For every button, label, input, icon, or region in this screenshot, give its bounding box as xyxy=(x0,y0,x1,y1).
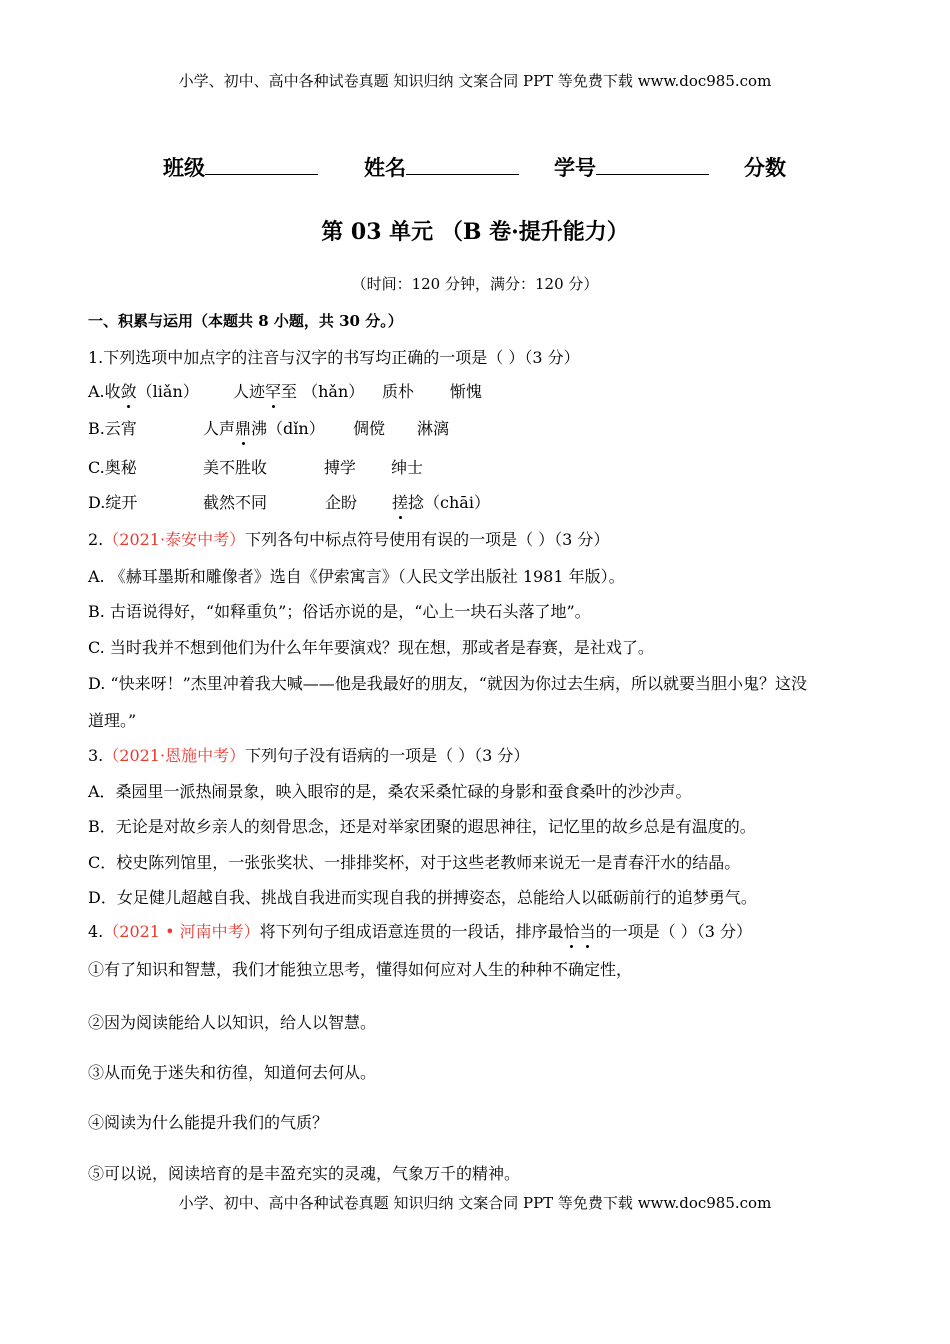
student-id-blank xyxy=(596,154,709,175)
student-id-field[interactable] xyxy=(554,152,709,182)
question-2-option-d[interactable]: D. “快来呀！”杰里冲着我大喊——他是我最好的朋友，“就因为你过去生病，所以就要当胆小鬼？这没 xyxy=(88,674,807,693)
question-4-sentence-3: ③从而免于迷失和彷徨，知道何去何从。 xyxy=(88,1063,377,1082)
name-field[interactable] xyxy=(364,152,519,182)
class-label: 班级 xyxy=(163,155,205,180)
question-source: （2021·恩施中考） xyxy=(103,746,246,765)
question-2-option-b[interactable]: B. 古语说得好，“如释重负”；俗话亦说的是，“心上一块石头落了地”。 xyxy=(88,602,591,621)
question-4-sentence-2: ②因为阅读能给人以知识，给人以智慧。 xyxy=(88,1013,377,1032)
question-3-option-b[interactable]: B．无论是对故乡亲人的刻骨思念，还是对举家团聚的遐思神往，记忆里的故乡总是有温度的。 xyxy=(88,817,756,836)
name-blank xyxy=(406,154,519,175)
dotted-char: 鼎 xyxy=(235,416,251,439)
question-source: （2021 • 河南中考） xyxy=(103,922,260,941)
question-2-option-d-continued: 道理。” xyxy=(88,711,137,730)
page-header: 小学、初中、高中各种试卷真题 知识归纳 文案合同 PPT 等免费下载 www.doc985.com xyxy=(178,72,772,90)
question-3-option-d[interactable]: D．女足健儿超越自我、挑战自我进而实现自我的拼搏姿态，总能给人以砥砺前行的追梦勇气。 xyxy=(88,888,757,907)
question-4-stem: 4.（2021 • 河南中考）将下列句子组成语意连贯的一段话，排序最恰当的一项是（ ）（3 分） xyxy=(88,919,752,942)
name-label: 姓名 xyxy=(364,155,406,180)
dotted-char: 罕 xyxy=(265,379,281,402)
exam-time-info: （时间：120 分钟，满分：120 分） xyxy=(351,275,599,293)
class-blank xyxy=(205,154,318,175)
page-footer: 小学、初中、高中各种试卷真题 知识归纳 文案合同 PPT 等免费下载 www.doc985.com xyxy=(178,1194,772,1212)
score-field xyxy=(744,152,786,182)
dotted-char: 敛 xyxy=(121,379,137,402)
dotted-char: 搓 xyxy=(392,490,408,513)
class-field[interactable] xyxy=(163,152,318,182)
question-2-stem: 2.（2021·泰安中考）下列各句中标点符号使用有误的一项是（ ）（3 分） xyxy=(88,530,610,549)
student-id-label: 学号 xyxy=(554,155,596,180)
question-2-option-a[interactable]: A. 《赫耳墨斯和雕像者》选自《伊索寓言》（人民文学出版社 1981 年版）。 xyxy=(88,567,625,586)
question-4-sentence-1: ①有了知识和智慧，我们才能独立思考，懂得如何应对人生的种种不确定性， xyxy=(88,960,633,979)
question-1-option-b[interactable]: B.云宵 人声鼎沸（dǐn） 倜傥 淋漓 xyxy=(88,416,888,440)
dotted-char: 当 xyxy=(580,919,596,942)
question-2-option-c[interactable]: C. 当时我并不想到他们为什么年年要演戏？现在想，那或者是春赛，是社戏了。 xyxy=(88,638,654,657)
question-source: （2021·泰安中考） xyxy=(103,530,246,549)
question-4-sentence-4: ④阅读为什么能提升我们的气质？ xyxy=(88,1113,329,1132)
question-1-option-c[interactable]: C.奥秘 美不胜收 搏学 绅士 xyxy=(88,458,424,477)
question-1-stem: 1.下列选项中加点字的注音与汉字的书写均正确的一项是（ ）（3 分） xyxy=(88,348,580,367)
dotted-char: 恰 xyxy=(564,919,580,942)
question-4-sentence-5: ⑤可以说，阅读培育的是丰盈充实的灵魂，气象万千的精神。 xyxy=(88,1164,521,1183)
section-heading: 一、积累与运用（本题共 8 小题，共 30 分。） xyxy=(88,312,403,330)
question-3-stem: 3.（2021·恩施中考）下列句子没有语病的一项是（ ）（3 分） xyxy=(88,746,530,765)
question-3-option-a[interactable]: A．桑园里一派热闹景象，映入眼帘的是，桑农采桑忙碌的身影和蚕食桑叶的沙沙声。 xyxy=(88,782,692,801)
question-1-option-d[interactable]: D.绽开 截然不同 企盼 搓捻（chāi） xyxy=(88,490,888,514)
question-3-option-c[interactable]: C．校史陈列馆里，一张张奖状、一排排奖杯，对于这些老教师来说无一是青春汗水的结晶。 xyxy=(88,853,741,872)
page-title: 第 03 单元 （B 卷·提升能力） xyxy=(321,219,629,245)
score-label: 分数 xyxy=(744,155,786,180)
question-1-option-a[interactable]: A.收敛（liǎn） 人迹罕至 （hǎn） 质朴 惭愧 xyxy=(88,379,888,403)
